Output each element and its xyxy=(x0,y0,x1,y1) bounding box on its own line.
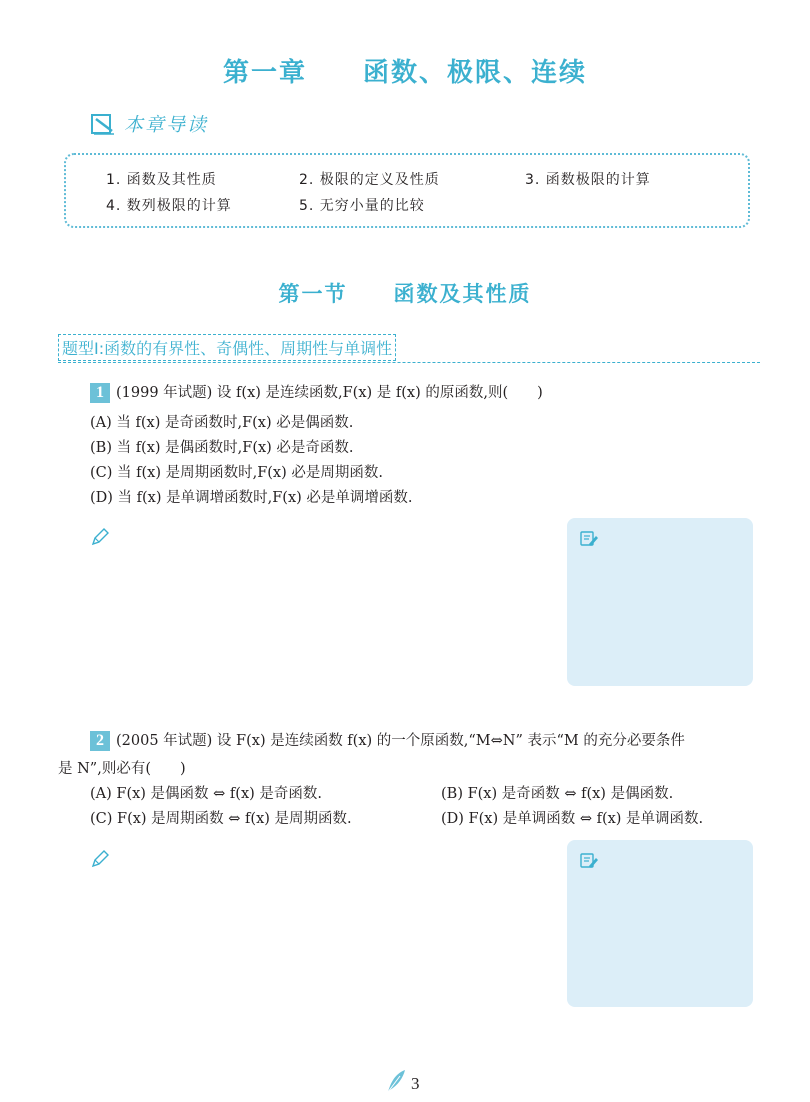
pencil-icon xyxy=(90,849,110,869)
guide-item: 5. 无穷小量的比较 xyxy=(299,198,425,214)
notebook-pen-icon xyxy=(90,112,116,136)
question-2-option-a: (A) F(x) 是偶函数 ⇔ f(x) 是奇函数. xyxy=(90,786,322,802)
question-text: (1999 年试题) 设 f(x) 是连续函数,F(x) 是 f(x) 的原函数,则( ) xyxy=(116,385,543,401)
note-edit-icon xyxy=(579,852,599,870)
chapter-title: 第一章 函数、极限、连续 xyxy=(222,58,587,88)
guide-item: 1. 函数及其性质 xyxy=(106,172,217,188)
question-number-badge: 2 xyxy=(90,731,110,751)
chapter-guide-box xyxy=(64,153,750,228)
question-2-stem xyxy=(90,729,685,751)
question-2-stem-continued: 是 N”,则必有( ) xyxy=(58,761,186,777)
note-edit-icon xyxy=(579,530,599,548)
section-title: 第一节 函数及其性质 xyxy=(278,282,532,306)
question-2-option-d: (D) F(x) 是单调函数 ⇔ f(x) 是单调函数. xyxy=(441,811,704,827)
notes-card xyxy=(567,840,753,1007)
question-text: (2005 年试题) 设 F(x) 是连续函数 f(x) 的一个原函数,“M⇔N” 表示“M 的充分必要条件 xyxy=(116,733,685,749)
question-1-stem xyxy=(90,381,543,403)
question-2-option-c: (C) F(x) 是周期函数 ⇔ f(x) 是周期函数. xyxy=(90,811,352,827)
divider xyxy=(58,362,760,363)
question-1-option-a: (A) 当 f(x) 是奇函数时,F(x) 必是偶函数. xyxy=(90,415,354,431)
page-footer xyxy=(385,1068,420,1094)
question-1-option-c: (C) 当 f(x) 是周期函数时,F(x) 必是周期函数. xyxy=(90,465,383,481)
chapter-guide-header xyxy=(90,110,208,137)
guide-item: 2. 极限的定义及性质 xyxy=(299,172,440,188)
guide-item: 4. 数列极限的计算 xyxy=(106,198,232,214)
question-number-badge: 1 xyxy=(90,383,110,403)
chapter-guide-label: 本章导读 xyxy=(124,114,209,136)
pencil-icon xyxy=(90,527,110,547)
question-2-option-b: (B) F(x) 是奇函数 ⇔ f(x) 是偶函数. xyxy=(441,786,674,802)
question-type-title: 题型Ⅰ:函数的有界性、奇偶性、周期性与单调性 xyxy=(58,334,396,361)
notes-card xyxy=(567,518,753,686)
guide-item: 3. 函数极限的计算 xyxy=(525,172,651,188)
question-1-option-b: (B) 当 f(x) 是偶函数时,F(x) 必是奇函数. xyxy=(90,440,354,456)
feather-icon xyxy=(385,1068,407,1094)
question-1-option-d: (D) 当 f(x) 是单调增函数时,F(x) 必是单调增函数. xyxy=(90,490,413,506)
page-number: 3 xyxy=(411,1074,420,1093)
